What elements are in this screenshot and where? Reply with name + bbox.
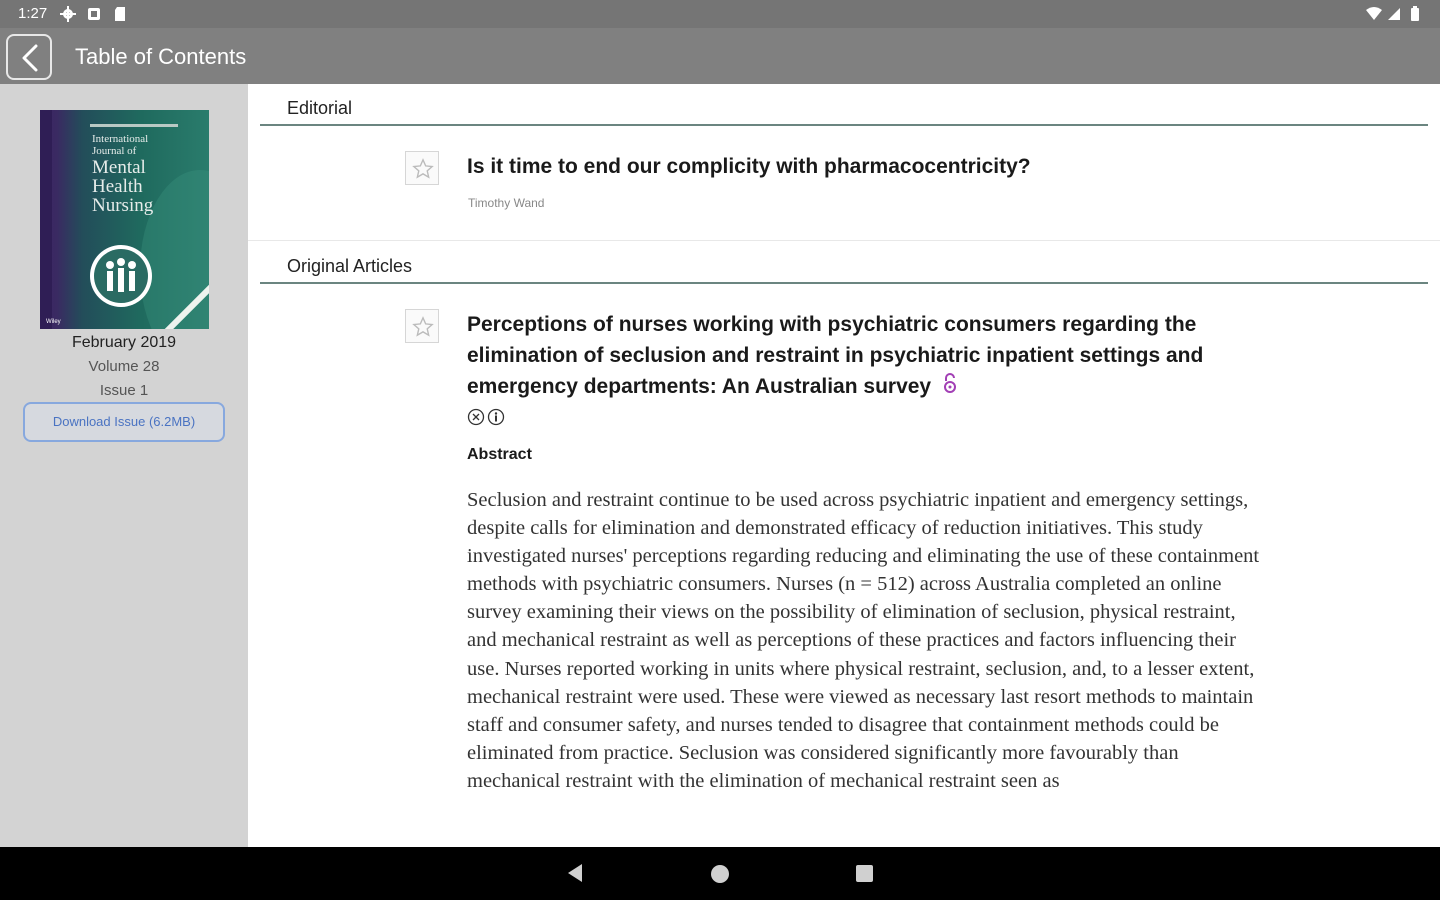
cover-line: Nursing xyxy=(92,195,154,216)
back-button[interactable] xyxy=(6,34,52,80)
section-header-original-articles xyxy=(260,242,1428,284)
download-issue-button[interactable]: Download Issue (6.2MB) xyxy=(23,402,225,442)
star-icon xyxy=(412,158,434,180)
favorite-star-button[interactable] xyxy=(405,309,439,343)
section-header-editorial xyxy=(260,84,1428,126)
favorite-star-button[interactable] xyxy=(405,151,439,185)
cover-title xyxy=(92,134,153,215)
status-right-icons xyxy=(1366,6,1426,22)
journal-cover-image[interactable] xyxy=(40,110,209,329)
signal-icon xyxy=(1388,6,1404,22)
section-heading: Original Articles xyxy=(287,256,413,276)
abstract-label: Abstract xyxy=(467,446,532,463)
nav-home-icon[interactable] xyxy=(711,865,729,883)
abstract-text: Seclusion and restraint continue to be used across psychiatric inpatient and emergency settings, despite calls for elimination and demonstrated efficacy of reduction initiatives. This study investigated nurses' perceptions regarding reducing and eliminating the use of these containment methods with psychiatric consumers. Nurses (n = 512) across Australia completed an online survey examining their views on the possibility of elimination of seclusion, physical restraint, and mechanical restraint as well as perceptions of these practices and factors influencing their use. Nurses reported working in units where physical restraint, seclusion, and, to a lesser extent, mechanical restraint were used. These were viewed as necessary last resort methods to maintain staff and consumer safety, and nurses tended to disagree that containment methods could be eliminated from practice. Seclusion was considered significantly more favourably than mechanical restraint with the elimination of mechanical restraint seen as xyxy=(467,489,1260,792)
app-bar xyxy=(0,28,1440,84)
issue-number: Issue 1 xyxy=(99,382,149,399)
star-icon xyxy=(412,316,434,338)
issue-volume: Volume 28 xyxy=(88,358,160,375)
settings-icon xyxy=(60,6,76,22)
article-title[interactable]: Perceptions of nurses working with psychiatric consumers regarding the elimination of seclusion and restraint in psychiatric inpatient settings and emergency departments: An Australian survey xyxy=(467,313,1204,398)
nav-back-icon[interactable] xyxy=(566,863,584,888)
cover-line: International xyxy=(92,133,149,145)
article-title-block[interactable] xyxy=(467,309,1297,403)
status-bar xyxy=(0,0,1440,28)
cover-line: Journal of xyxy=(92,145,137,157)
issue-date: February 2019 xyxy=(71,334,177,351)
nav-recents-icon[interactable] xyxy=(856,865,873,882)
publisher-mark: Wiley xyxy=(46,319,61,325)
section-heading: Editorial xyxy=(287,98,353,118)
back-arrow-icon xyxy=(18,44,42,72)
status-time: 1:27 xyxy=(18,5,48,22)
sd-card-icon xyxy=(112,6,128,22)
battery-icon xyxy=(1410,6,1426,22)
wifi-icon xyxy=(1366,6,1382,22)
toc-list xyxy=(248,84,1440,847)
sim-icon xyxy=(86,6,102,22)
article-title[interactable]: Is it time to end our complicity with pharmacocentricity? xyxy=(467,155,1031,178)
cc-icon xyxy=(467,408,485,431)
open-access-icon xyxy=(943,372,957,403)
system-nav-bar xyxy=(0,847,1440,900)
journal-logo xyxy=(90,245,152,307)
page-title: Table of Contents xyxy=(75,44,247,69)
article-author: Timothy Wand xyxy=(468,196,545,210)
divider xyxy=(248,240,1440,241)
cover-line: Mental xyxy=(92,157,146,178)
issue-sidebar xyxy=(0,84,248,847)
status-left-icons xyxy=(60,6,128,22)
attribution-icon xyxy=(487,408,505,431)
license-icons xyxy=(467,408,505,431)
cover-line: Health xyxy=(92,176,143,197)
